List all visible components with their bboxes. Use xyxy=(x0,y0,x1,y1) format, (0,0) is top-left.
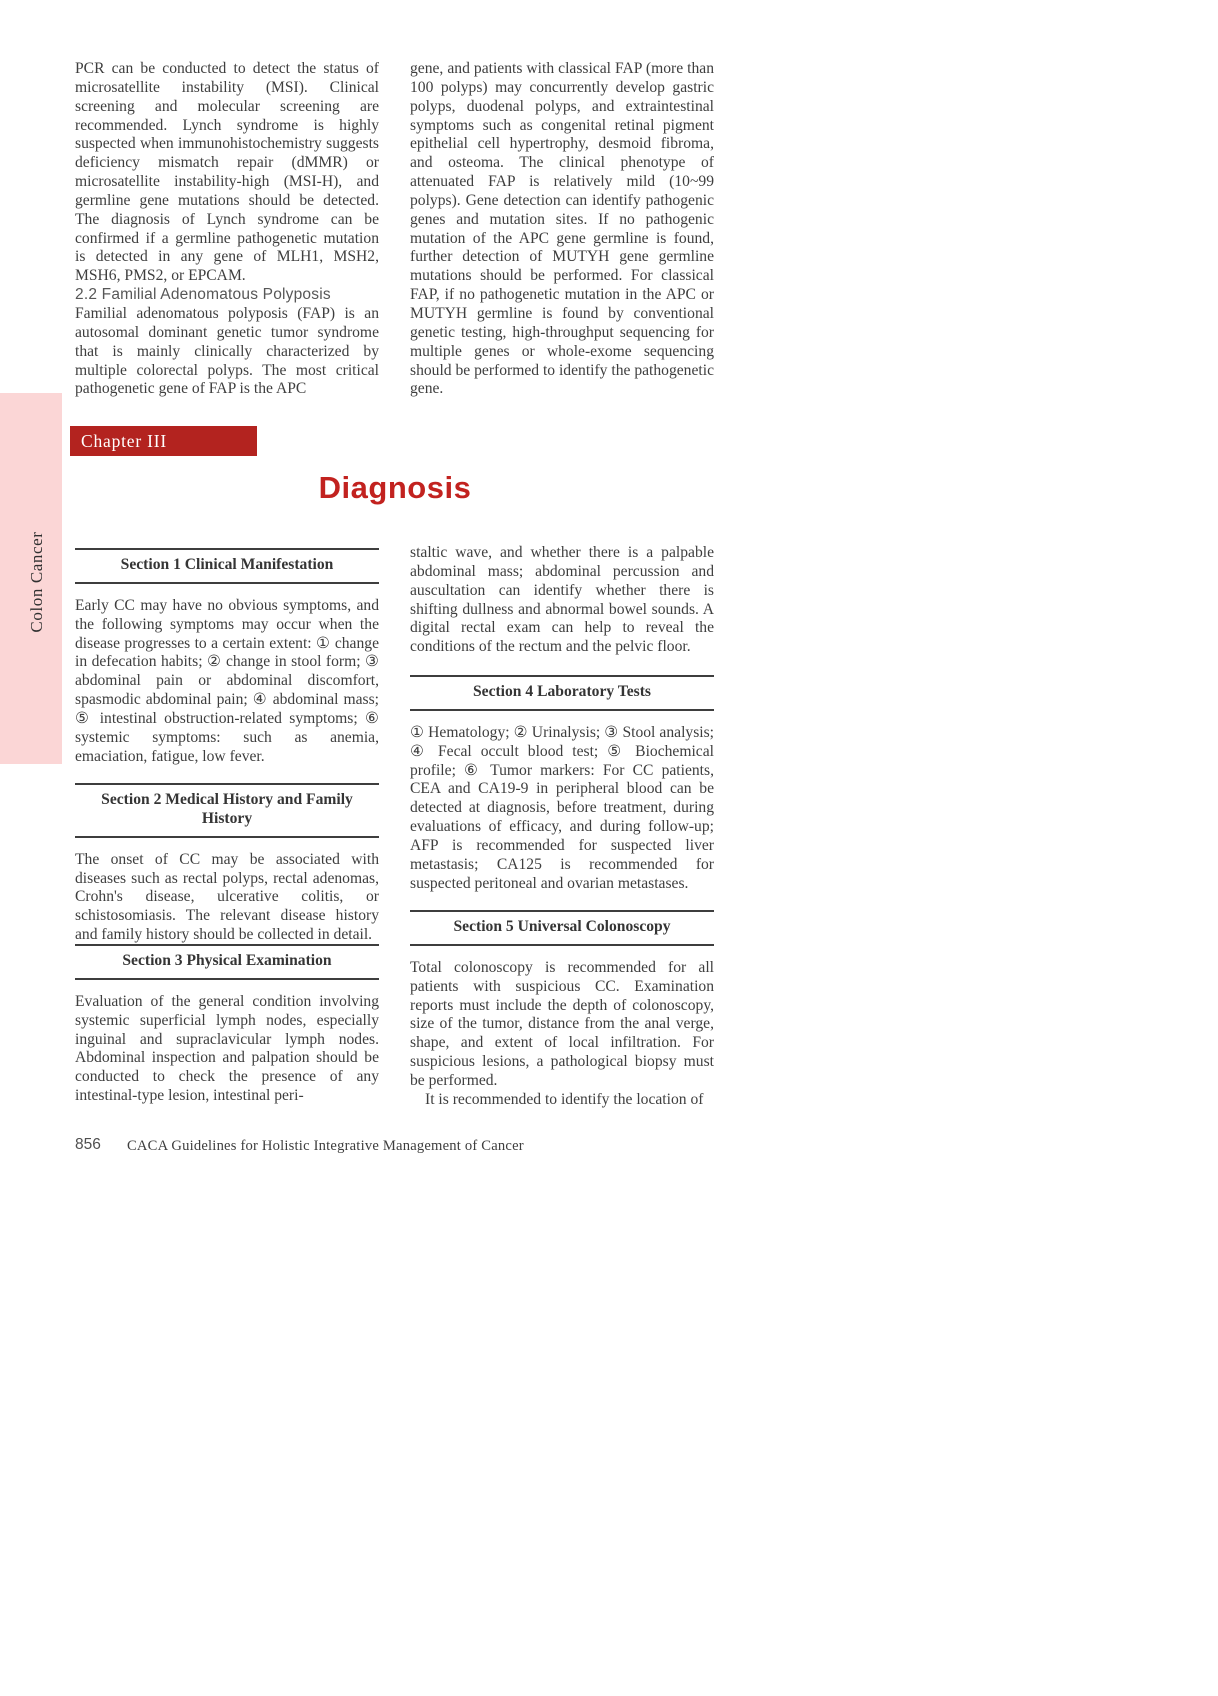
section-1-body: Early CC may have no obvious symptoms, and the following symptoms may occur when the disease progresses to a certain extent: ① change in defecation habits; ② change in stool form; ③ abdominal pain or abdominal discomfort, spasmodic abdominal pain; ④ abdominal mass; ⑤ intestinal obstruction-related symptoms; ⑥ systemic symptoms: such as anemia, emaciation, fatigue, low fever. xyxy=(75,596,379,765)
section-5-heading: Section 5 Universal Colonoscopy xyxy=(410,910,714,946)
section-3-body: Evaluation of the general condition involving systemic superficial lymph nodes, especially inguinal and supraclavicular lymph nodes. Abdominal inspection and palpation should be conducted to check the presence of any intestinal-type lesion, intestinal peri- xyxy=(75,992,379,1105)
chapter-title: Diagnosis xyxy=(318,470,472,505)
intro-left-column xyxy=(75,60,379,399)
section-3-continuation-column xyxy=(410,544,714,657)
section-3-heading: Section 3 Physical Examination xyxy=(75,944,379,980)
paragraph-pcr-msi: PCR can be conducted to detect the status of microsatellite instability (MSI). Clinical screening and molecular screening are recommended. Lynch syndrome is highly suspected when immunohistochemistry suggests deficiency mismatch repair (dMMR) or microsatellite instability-high (MSI-H), and germline gene mutations should be detected. The diagnosis of Lynch syndrome can be confirmed if a germline pathogenetic mutation is detected in any gene of MLH1, MSH2, MSH6, PMS2, or EPCAM. xyxy=(75,60,379,285)
section-2-body: The onset of CC may be associated with diseases such as rectal polyps, rectal adenomas, Crohn's disease, ulcerative colitis, or schistosomiasis. The relevant disease history and family history should be collected in detail. xyxy=(75,850,379,944)
section-physical-examination xyxy=(75,944,379,1106)
paragraph-fap-left: Familial adenomatous polyposis (FAP) is an autosomal dominant genetic tumor syndrome that is mainly clinically characterized by multiple colorectal polyps. The most critical pathogenetic gene of FAP is the APC xyxy=(75,304,379,398)
section-2-heading: Section 2 Medical History and Family History xyxy=(75,783,379,838)
section-medical-history xyxy=(75,783,379,945)
section-3-continuation: staltic wave, and whether there is a palpable abdominal mass; abdominal percussion and auscultation can identify whether there is shifting dullness and abnormal bowel sounds. A digital rectal exam can help to reveal the conditions of the rectum and the pelvic floor. xyxy=(410,544,714,656)
section-universal-colonoscopy xyxy=(410,910,714,1110)
section-laboratory-tests xyxy=(410,675,714,893)
section-5-body: Total colonoscopy is recommended for all patients with suspicious CC. Examination reports must include the depth of colonoscopy, size of the tumor, distance from the anal verge, shape, and extent of local infiltration. For suspicious lesions, a pathological biopsy must be performed. xyxy=(410,958,714,1089)
subsection-heading-fap: 2.2 Familial Adenomatous Polyposis xyxy=(75,286,331,304)
intro-right-column xyxy=(410,60,714,399)
chapter-tab-label: Colon Cancer xyxy=(27,531,46,633)
paragraph-fap-right: gene, and patients with classical FAP (more than 100 polyps) may concurrently develop gastric polyps, duodenal polyps, and extraintestinal symptoms such as congenital retinal pigment epithelial cell hypertrophy, desmoid fibroma, and osteoma. The clinical phenotype of attenuated FAP is relatively mild (10~99 polyps). Gene detection can identify pathogenic genes and mutation sites. If no pathogenic mutation of the APC gene germline is found, further detection of MUTYH gene germline mutations should be performed. For classical FAP, if no pathogenetic mutation in the APC or MUTYH germline is found by conventional genetic testing, high-throughput sequencing for multiple genes or whole-exome sequencing should be performed to identify the pathogenetic gene. xyxy=(410,60,714,398)
section-5-body-continued: It is recommended to identify the location of xyxy=(425,1090,704,1108)
section-clinical-manifestation xyxy=(75,548,379,766)
section-4-heading: Section 4 Laboratory Tests xyxy=(410,675,714,711)
section-4-body: ① Hematology; ② Urinalysis; ③ Stool analysis; ④ Fecal occult blood test; ⑤ Biochemical profile; ⑥ Tumor markers: For CC patients, CEA and CA19-9 in peripheral blood can be detected at diagnosis, before treatment, during evaluations of efficacy, and during follow-up; AFP is recommended for suspected liver metastasis; CA125 is recommended for suspected peritoneal and ovarian metastases. xyxy=(410,723,714,892)
chapter-banner: Chapter III xyxy=(70,426,257,456)
section-1-heading: Section 1 Clinical Manifestation xyxy=(75,548,379,584)
footer-book-title: CACA Guidelines for Holistic Integrative Management of Cancer xyxy=(127,1138,524,1154)
page-number: 856 xyxy=(75,1136,101,1153)
